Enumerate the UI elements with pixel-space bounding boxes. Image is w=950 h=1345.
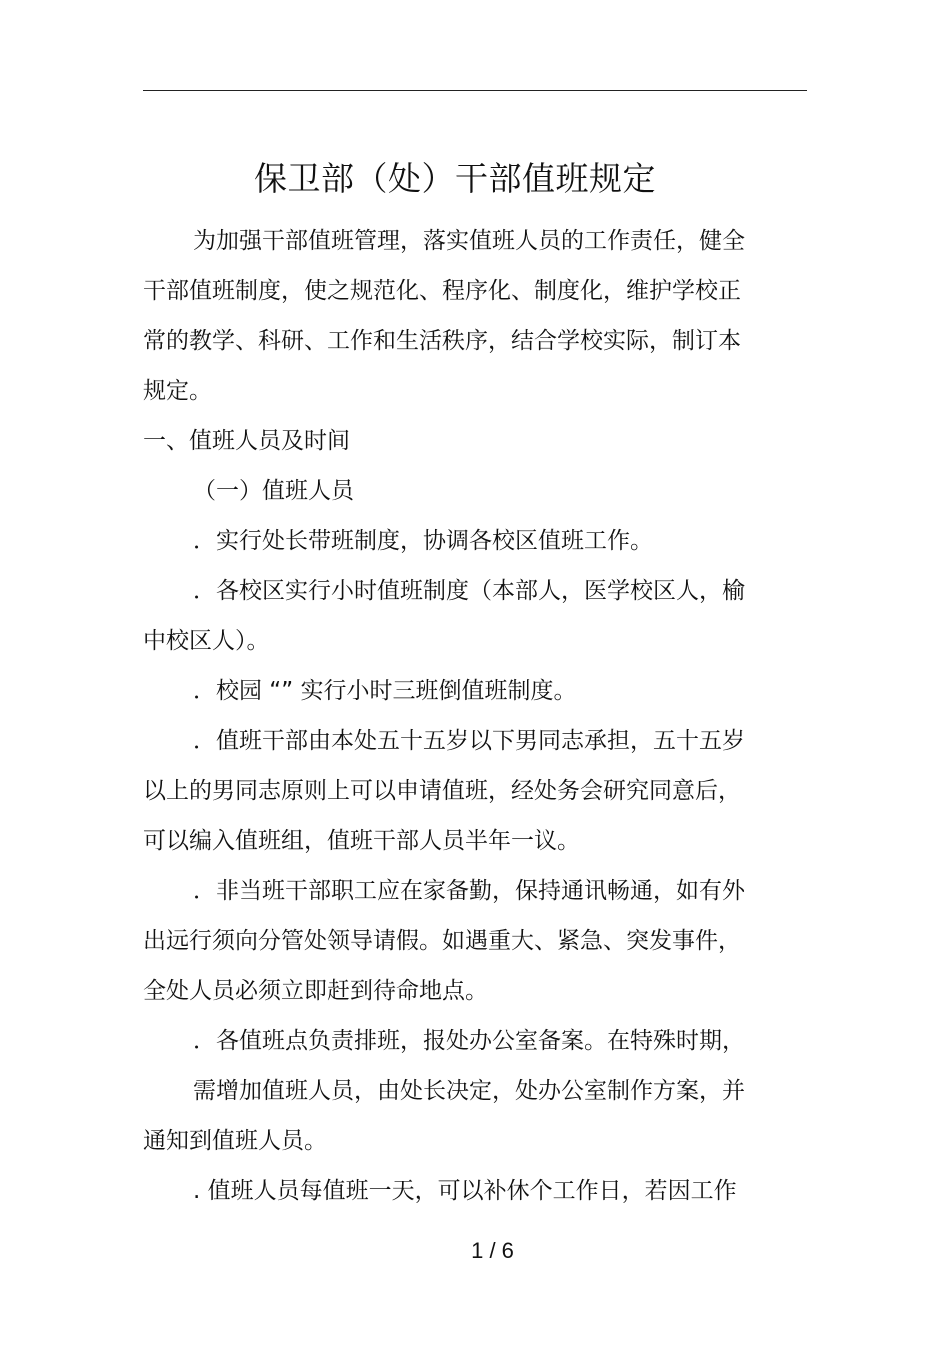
list-item-line: 以上的男同志原则上可以申请值班，经处务会研究同意后，	[143, 778, 741, 804]
list-item-line: ．各值班点负责排班，报处办公室备案。在特殊时期，	[193, 1028, 745, 1054]
subsection-heading: （一）值班人员	[193, 478, 354, 504]
list-item-line: ．非当班干部职工应在家备勤，保持通讯畅通，如有外	[193, 878, 745, 904]
paragraph-line: 干部值班制度，使之规范化、程序化、制度化，维护学校正	[143, 278, 741, 304]
list-item-line: ．实行处长带班制度，协调各校区值班工作。	[193, 528, 653, 554]
page-number: 1 / 6	[471, 1238, 514, 1263]
list-item-line: 可以编入值班组，值班干部人员半年一议。	[143, 828, 580, 854]
list-item-line: 需增加值班人员，由处长决定，处办公室制作方案，并	[193, 1078, 745, 1104]
list-item-line: 中校区人）。	[143, 628, 270, 654]
header-rule	[143, 90, 807, 91]
list-item-line: 出远行须向分管处领导请假。如遇重大、紧急、突发事件，	[143, 928, 741, 954]
list-item-line: ．各校区实行小时值班制度（本部人，医学校区人，榆	[193, 578, 745, 604]
list-item-line: ．校园 “” 实行小时三班倒值班制度。	[193, 678, 577, 704]
paragraph-line: 为加强干部值班管理，落实值班人员的工作责任，健全	[193, 228, 745, 254]
paragraph-line: 规定。	[143, 378, 212, 404]
list-item-line: . 值班人员每值班一天，可以补休个工作日，若因工作	[193, 1178, 737, 1204]
list-item-line: 全处人员必须立即赶到待命地点。	[143, 978, 488, 1004]
list-item-line: ．值班干部由本处五十五岁以下男同志承担，五十五岁	[193, 728, 745, 754]
document-title: 保卫部（处）干部值班规定	[254, 159, 656, 198]
paragraph-line: 常的教学、科研、工作和生活秩序，结合学校实际，制订本	[143, 328, 741, 354]
section-heading: 一、值班人员及时间	[143, 428, 350, 454]
list-item-line: 通知到值班人员。	[143, 1128, 327, 1154]
